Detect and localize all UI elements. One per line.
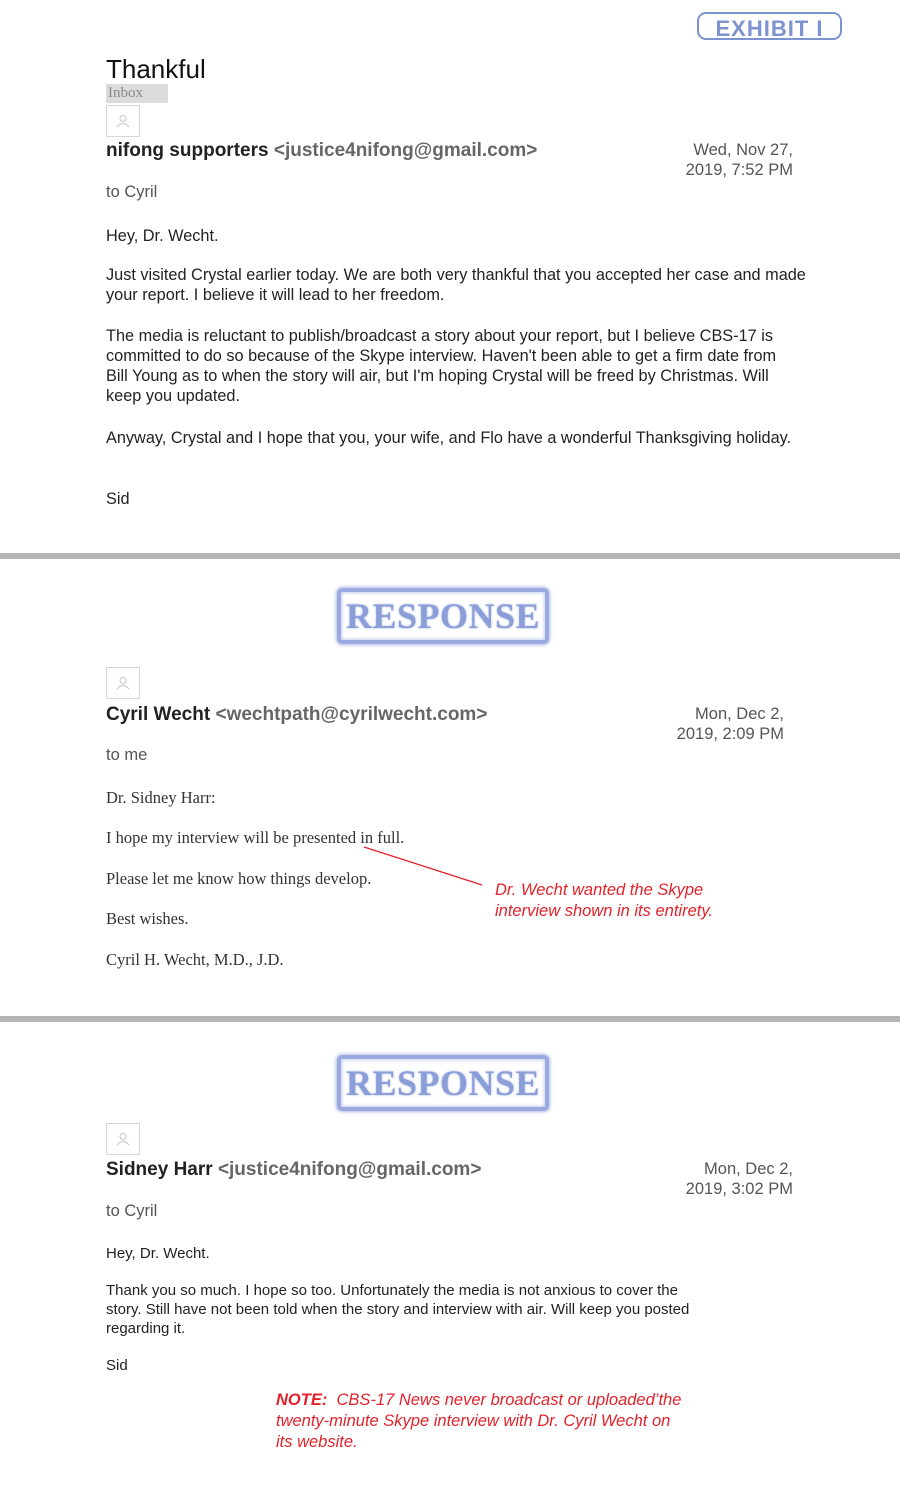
note-line: its website.	[276, 1433, 358, 1451]
email-greeting: Dr. Sidney Harr:	[106, 788, 216, 807]
paragraph-line: story. Still have not been told when the story and interview with air. Will keep you posted	[106, 1301, 690, 1318]
response-stamp: RESPONSE	[337, 1055, 549, 1111]
email-paragraph: Best wishes.	[106, 909, 189, 928]
final-note	[276, 1390, 681, 1453]
inbox-label[interactable]: Inbox	[106, 84, 168, 103]
email-signoff: Sid	[106, 1357, 128, 1374]
pointer-line	[364, 847, 482, 885]
email-paragraph	[106, 1281, 689, 1338]
email-paragraph: Please let me know how things develop.	[106, 869, 372, 888]
date-line-1: Mon, Dec 2,	[704, 1160, 793, 1178]
paragraph-line: Thank you so much. I hope so too. Unfortunately the media is not anxious to cover the	[106, 1282, 678, 1299]
email-greeting: Hey, Dr. Wecht.	[106, 1245, 210, 1262]
note-line: twenty-minute Skype interview with Dr. Cyril Wecht on	[276, 1412, 671, 1430]
exhibit-label: EXHIBIT I	[697, 12, 842, 40]
email-signoff: Cyril H. Wecht, M.D., J.D.	[106, 950, 284, 969]
annotation-line: Dr. Wecht wanted the Skype	[495, 881, 704, 899]
recipient-line[interactable]: to Cyril	[106, 1202, 158, 1220]
response-stamp: RESPONSE	[337, 588, 549, 644]
sender-avatar[interactable]	[106, 1123, 140, 1155]
sender-name[interactable]: Cyril Wecht	[106, 704, 211, 725]
recipient-line[interactable]: to me	[106, 746, 148, 764]
annotation-line: interview shown in its entirety.	[495, 902, 713, 920]
email-date	[686, 1159, 793, 1199]
sender-name[interactable]: Sidney Harr	[106, 1159, 213, 1180]
email-paragraph: The media is reluctant to publish/broadcast a story about your report, but I believe CBS-17 is committed to do so because of the Skype interview. Haven't been able to get a firm date from Bill Young as to when the story will air, but I'm hoping Crystal will be freed by Christmas. Will keep you updated.	[106, 327, 777, 405]
recipient-line[interactable]: to Cyril	[106, 183, 158, 201]
date-line-1: Mon, Dec 2,	[695, 705, 784, 723]
email-paragraph: Anyway, Crystal and I hope that you, your wife, and Flo have a wonderful Thanksgiving holiday.	[106, 429, 792, 447]
date-line-1: Wed, Nov 27,	[693, 141, 793, 159]
date-line-2: 2019, 3:02 PM	[685, 1180, 793, 1198]
section-divider	[0, 1016, 900, 1022]
sender-line	[106, 1159, 481, 1181]
paragraph-line: regarding it.	[106, 1320, 186, 1337]
annotation-note	[495, 880, 713, 922]
email-paragraph: Just visited Crystal earlier today. We are both very thankful that you accepted her case and made your report. I believe it will lead to her freedom.	[106, 266, 806, 304]
date-line-2: 2019, 2:09 PM	[676, 725, 784, 743]
sender-email[interactable]: <justice4nifong@gmail.com>	[217, 1159, 482, 1180]
date-line-2: 2019, 7:52 PM	[685, 161, 793, 179]
email-subject: Thankful	[106, 54, 206, 84]
email-greeting: Hey, Dr. Wecht.	[106, 227, 219, 245]
note-label: NOTE:	[276, 1391, 328, 1409]
sender-email[interactable]: <justice4nifong@gmail.com>	[273, 140, 538, 161]
note-line	[276, 1390, 681, 1411]
person-icon	[115, 1132, 131, 1146]
sender-name[interactable]: nifong supporters	[106, 140, 269, 161]
email-signoff: Sid	[106, 490, 130, 508]
email-paragraph: I hope my interview will be presented in full.	[106, 828, 405, 847]
sender-email[interactable]: <wechtpath@cyrilwecht.com>	[215, 704, 488, 725]
note-text: CBS-17 News never broadcast or uploaded’the	[327, 1391, 682, 1409]
